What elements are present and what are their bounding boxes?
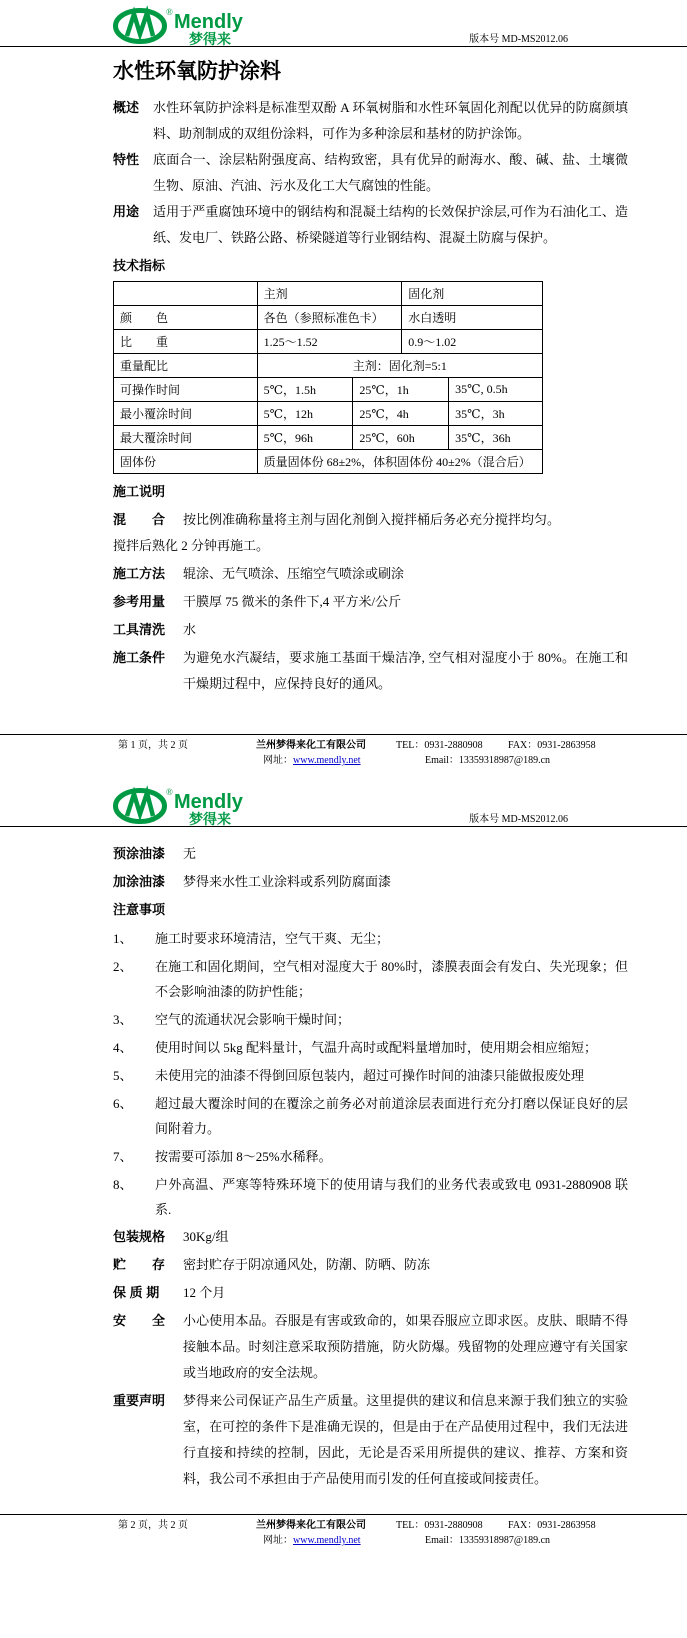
row-disclaimer <box>113 1388 628 1492</box>
section-features-label: 特性 <box>113 152 140 167</box>
brand-name-cn: 梦得来 <box>189 811 231 826</box>
section-usage-text: 适用于严重腐蚀环境中的钢结构和混凝土结构的长效保护涂层,可作为石油化工、造纸、发电厂、铁路公路、桥梁隧道等行业钢结构、混凝土防腐与保护。 <box>153 204 628 245</box>
row-method-label: 施工方法 <box>113 566 166 581</box>
page-2 <box>0 780 687 1638</box>
note-text: 未使用完的油漆不得倒回原包装内，超过可操作时间的油漆只能做报废处理 <box>155 1068 585 1083</box>
row-shelf-life <box>113 1280 628 1306</box>
registered-mark: ® <box>166 7 173 17</box>
row-mixing-text2: 搅拌后熟化 2 分钟再施工。 <box>113 538 270 553</box>
row-dosage-label: 参考用量 <box>113 594 166 609</box>
row-label: 重量配比 <box>114 354 258 378</box>
row-cleaning-text: 水 <box>183 622 197 637</box>
note-item <box>113 1063 628 1088</box>
note-number: 5、 <box>113 1068 133 1083</box>
row-storage-text: 密封贮存于阴凉通风处，防潮、防晒、防冻 <box>183 1257 431 1272</box>
note-number: 3、 <box>113 1012 133 1027</box>
section-usage <box>113 199 628 251</box>
company-name: 兰州梦得来化工有限公司 <box>256 740 366 751</box>
note-text: 使用时间以 5kg 配料量计，气温升高时或配料量增加时，使用期会相应缩短； <box>155 1040 598 1055</box>
color-hardener: 水白透明 <box>402 306 543 330</box>
section-features-text: 底面合一、涂层粘附强度高、结构致密，具有优异的耐海水、酸、碱、盐、土壤微生物、原油、汽油、污水及化工大气腐蚀的性能。 <box>153 152 628 193</box>
row-conditions-label: 施工条件 <box>113 650 166 665</box>
row-safety <box>113 1308 628 1386</box>
note-item <box>113 1172 628 1222</box>
website-label: 网址： <box>263 1535 293 1546</box>
company-name: 兰州梦得来化工有限公司 <box>256 1520 366 1531</box>
note-item <box>113 1007 628 1032</box>
note-item <box>113 1144 628 1169</box>
note-item <box>113 926 628 951</box>
row-packing-text: 30Kg/组 <box>183 1229 229 1244</box>
brand-name: Mendly <box>174 791 243 813</box>
page-number: 第 1 页，共 2 页 <box>118 740 188 751</box>
email-address: Email：13359318987@189.cn <box>425 755 551 766</box>
note-number: 8、 <box>113 1177 133 1192</box>
cell-empty <box>114 282 258 306</box>
note-text: 在施工和固化期间，空气相对湿度大于 80%时，漆膜表面会有发白、失光现象；但不会影响油漆的防护性能； <box>155 959 628 999</box>
website-row <box>263 753 423 768</box>
row-mixing-text: 按比例准确称量将主剂与固化剂倒入搅拌桶后务必充分搅拌均匀。 <box>183 512 561 527</box>
row-label: 比 重 <box>114 330 258 354</box>
section-overview <box>113 95 628 147</box>
note-number: 7、 <box>113 1149 133 1164</box>
table-row-gravity <box>114 330 543 354</box>
row-label: 颜 色 <box>114 306 258 330</box>
row-topcoat-label: 加涂油漆 <box>113 874 166 889</box>
mendly-logo-icon <box>113 784 283 826</box>
website-label: 网址： <box>263 755 293 766</box>
row-conditions-text: 为避免水汽凝结，要求施工基面干燥洁净, 空气相对湿度小于 80%。在施工和干燥期过程中，应保持良好的通风。 <box>183 650 628 691</box>
row-safety-label: 安 全 <box>113 1313 166 1328</box>
table-row-solids <box>114 450 543 474</box>
page-title: 水性环氧防护涂料 <box>113 60 281 83</box>
gravity-main: 1.25～1.52 <box>257 330 402 354</box>
row-method-text: 辊涂、无气喷涂、压缩空气喷涂或刷涂 <box>183 566 405 581</box>
table-row-min-recoat <box>114 402 543 426</box>
version-label: 版本号 MD-MS2012.06 <box>469 34 568 45</box>
row-shelf-life-label: 保 质 期 <box>113 1285 160 1300</box>
footer-page-1 <box>0 734 687 768</box>
table-row-pot-life <box>114 378 543 402</box>
page-header <box>113 780 628 826</box>
color-main: 各色（参照标准色卡） <box>257 306 402 330</box>
note-number: 6、 <box>113 1096 133 1111</box>
row-precoat <box>113 841 628 867</box>
note-text: 超过最大覆涂时间的在覆涂之前务必对前道涂层表面进行充分打磨以保证良好的层间附着力。 <box>155 1096 628 1136</box>
website-link[interactable]: www.mendly.net <box>293 755 361 766</box>
row-packing-label: 包装规格 <box>113 1229 166 1244</box>
row-cleaning-label: 工具清洗 <box>113 622 166 637</box>
row-label: 固体份 <box>114 450 258 474</box>
row-topcoat <box>113 869 628 895</box>
note-item <box>113 1035 628 1060</box>
row-storage-label: 贮 存 <box>113 1257 166 1272</box>
row-dosage-text: 干膜厚 75 微米的条件下,4 平方米/公斤 <box>183 594 402 609</box>
row-storage <box>113 1252 628 1278</box>
max-recoat-5c: 5℃，96h <box>257 426 353 450</box>
ratio-value: 主剂：固化剂=5:1 <box>257 354 542 378</box>
mendly-logo-icon <box>113 4 283 46</box>
row-packing <box>113 1224 628 1250</box>
table-row-ratio <box>114 354 543 378</box>
row-disclaimer-text: 梦得来公司保证产品生产质量。这里提供的建议和信息来源于我们独立的实验室，在可控的条件下是准确无误的，但是由于在产品使用过程中，我们无法进行直接和持续的控制，因此，无论是否采用所提供的建议、推荐、方案和资料，我公司不承担由于产品使用而引发的任何直接或间接责任。 <box>183 1393 628 1486</box>
min-recoat-25c: 25℃，4h <box>353 402 449 426</box>
row-precoat-text: 无 <box>183 846 197 861</box>
note-text: 空气的流通状况会影响干燥时间； <box>155 1012 351 1027</box>
gravity-hardener: 0.9～1.02 <box>402 330 543 354</box>
row-shelf-life-text: 12 个月 <box>183 1285 226 1300</box>
max-recoat-35c: 35℃，36h <box>449 426 543 450</box>
registered-mark: ® <box>166 787 173 797</box>
solids-value: 质量固体份 68±2%，体积固体份 40±2%（混合后） <box>257 450 542 474</box>
note-item <box>113 1091 628 1141</box>
fax-number: FAX：0931-2863958 <box>508 1520 596 1531</box>
brand-name-cn: 梦得来 <box>189 31 231 46</box>
pot-life-5c: 5℃，1.5h <box>257 378 353 402</box>
tech-table <box>113 281 543 474</box>
note-item <box>113 954 628 1004</box>
page-number: 第 2 页，共 2 页 <box>118 1520 188 1531</box>
row-precoat-label: 预涂油漆 <box>113 846 166 861</box>
note-text: 施工时要求环境清洁，空气干爽、无尘； <box>155 931 390 946</box>
tel-number: TEL：0931-2880908 <box>396 740 483 751</box>
row-cleaning <box>113 617 628 643</box>
table-row-color <box>114 306 543 330</box>
note-text: 按需要可添加 8～25%水稀释。 <box>155 1149 332 1164</box>
email-address: Email：13359318987@189.cn <box>425 1535 551 1546</box>
version-label: 版本号 MD-MS2012.06 <box>469 814 568 825</box>
row-label: 最小覆涂时间 <box>114 402 258 426</box>
max-recoat-25c: 25℃，60h <box>353 426 449 450</box>
row-method <box>113 561 628 587</box>
row-label: 最大覆涂时间 <box>114 426 258 450</box>
row-dosage <box>113 589 628 615</box>
note-text: 户外高温、严寒等特殊环境下的使用请与我们的业务代表或致电 0931-2880908 联系. <box>155 1177 628 1217</box>
tech-heading: 技术指标 <box>113 258 166 273</box>
brand-name: Mendly <box>174 11 243 33</box>
min-recoat-35c: 35℃，3h <box>449 402 543 426</box>
website-link[interactable]: www.mendly.net <box>293 1535 361 1546</box>
row-mixing <box>113 507 628 533</box>
section-usage-label: 用途 <box>113 204 140 219</box>
header-divider <box>0 46 687 47</box>
row-safety-text: 小心使用本品。吞服是有害或致命的，如果吞服应立即求医。皮肤、眼睛不得接触本品。时刻注意采取预防措施，防火防爆。残留物的处理应遵守有关国家或当地政府的安全法规。 <box>183 1313 628 1380</box>
col-header-main: 主剂 <box>257 282 402 306</box>
col-header-hardener: 固化剂 <box>402 282 543 306</box>
footer-page-2 <box>0 1514 687 1548</box>
tel-number: TEL：0931-2880908 <box>396 1520 483 1531</box>
construction-heading: 施工说明 <box>113 484 166 499</box>
row-disclaimer-label: 重要声明 <box>113 1393 166 1408</box>
notes-heading: 注意事项 <box>113 902 166 917</box>
row-topcoat-text: 梦得来水性工业涂料或系列防腐面漆 <box>183 874 392 889</box>
note-number: 2、 <box>113 959 133 974</box>
pot-life-25c: 25℃，1h <box>353 378 449 402</box>
website-row <box>263 1533 423 1548</box>
note-number: 4、 <box>113 1040 133 1055</box>
page-header <box>113 0 628 46</box>
table-row-max-recoat <box>114 426 543 450</box>
section-features <box>113 147 628 199</box>
section-overview-label: 概述 <box>113 100 140 115</box>
fax-number: FAX：0931-2863958 <box>508 740 596 751</box>
section-overview-text: 水性环氧防护涂料是标准型双酚 A 环氧树脂和水性环氧固化剂配以优异的防腐颜填料、助剂制成的双组份涂料，可作为多种涂层和基材的防护涂饰。 <box>153 100 628 141</box>
pot-life-35c: 35℃, 0.5h <box>449 378 543 402</box>
page-1 <box>0 0 687 780</box>
row-mixing-label: 混 合 <box>113 512 166 527</box>
row-conditions <box>113 645 628 697</box>
row-label: 可操作时间 <box>114 378 258 402</box>
min-recoat-5c: 5℃，12h <box>257 402 353 426</box>
note-number: 1、 <box>113 931 133 946</box>
table-row-header <box>114 282 543 306</box>
